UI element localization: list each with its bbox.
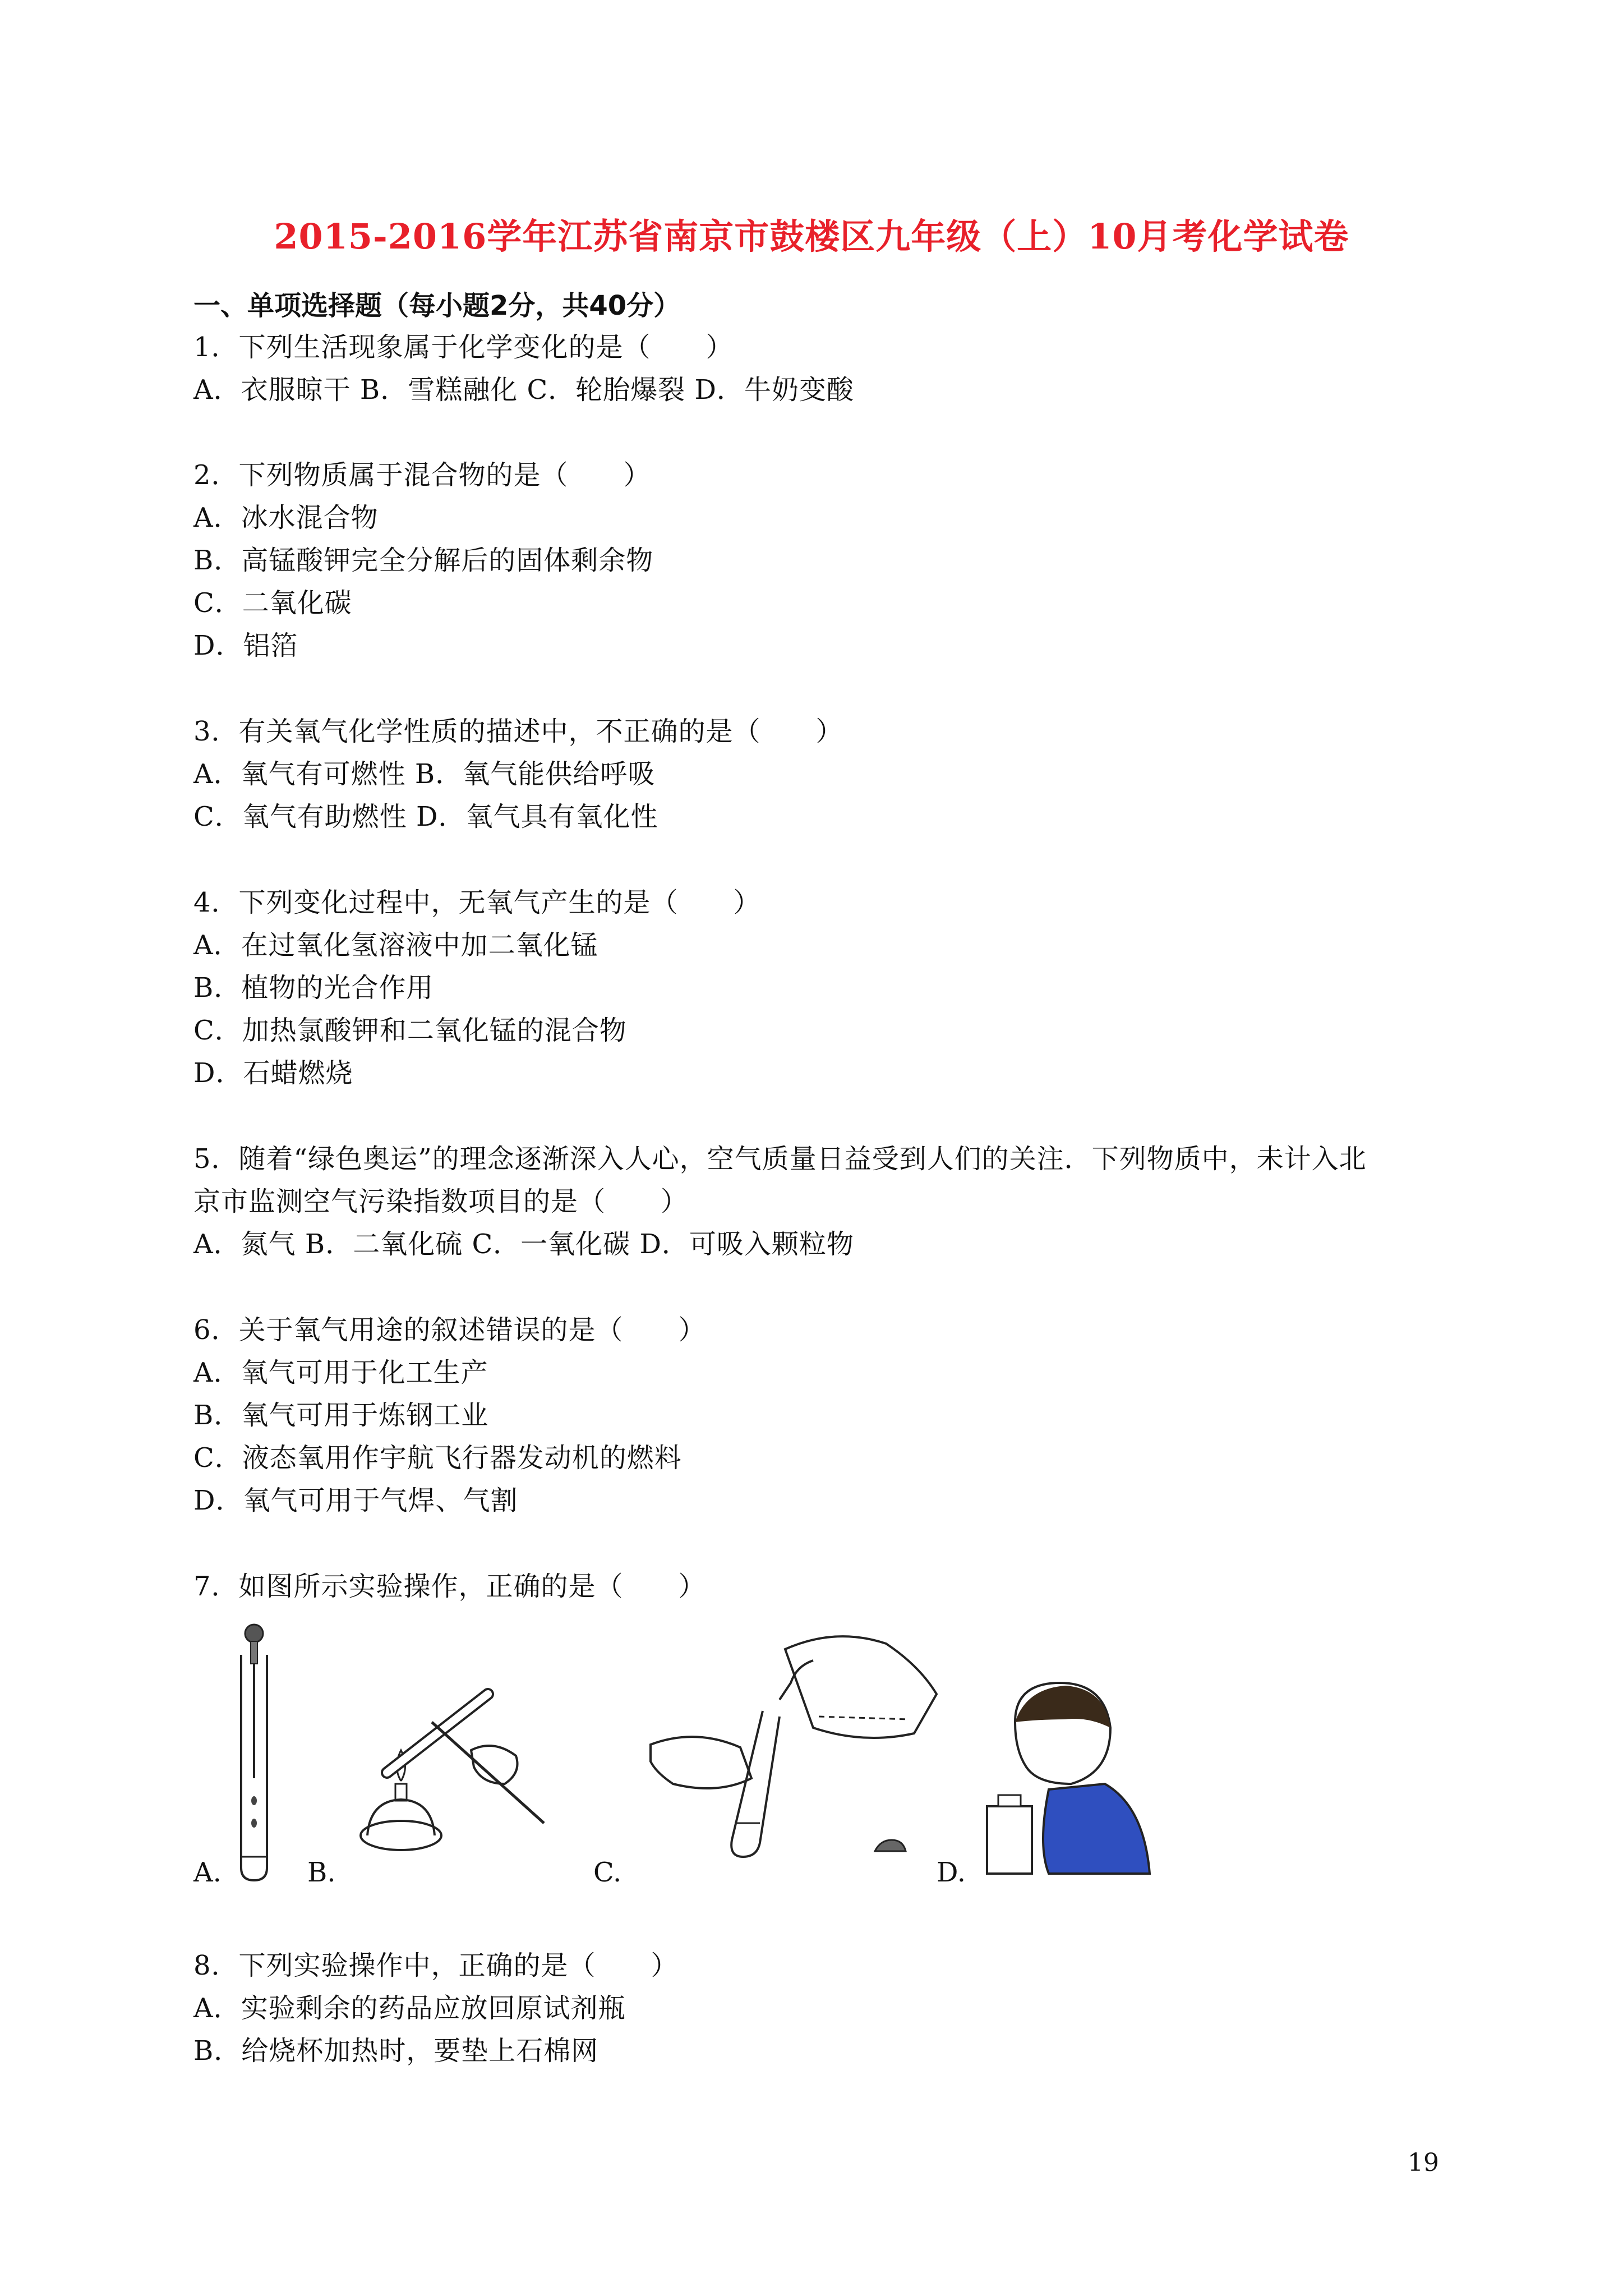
question-3: 3．有关氧气化学性质的描述中，不正确的是（ ） <box>193 716 843 747</box>
q6-option-b: B．氧气可用于炼钢工业 <box>193 1400 489 1431</box>
dropper-testtube-illustration <box>236 1621 280 1885</box>
figure-label-c: C. <box>593 1857 622 1888</box>
q1-options: A．衣服晾干 B．雪糕融化 C．轮胎爆裂 D．牛奶变酸 <box>193 374 854 406</box>
q4-option-d: D．石蜡燃烧 <box>193 1057 353 1089</box>
question-1: 1．下列生活现象属于化学变化的是（ ） <box>193 332 734 363</box>
question-5-line1: 5．随着“绿色奥运”的理念逐渐深入人心，空气质量日益受到人们的关注．下列物质中，未计入北 <box>193 1143 1367 1175</box>
q6-option-c: C．液态氧用作宇航飞行器发动机的燃料 <box>193 1442 682 1474</box>
q2-option-d: D．铝箔 <box>193 630 298 661</box>
section-heading: 一、单项选择题（每小题2分，共40分） <box>193 290 681 321</box>
q8-option-a: A．实验剩余的药品应放回原试剂瓶 <box>193 1993 626 2024</box>
question-2: 2．下列物质属于混合物的是（ ） <box>193 459 651 491</box>
q2-option-c: C．二氧化碳 <box>193 587 352 619</box>
page-number: 19 <box>1408 2148 1439 2177</box>
heating-testtube-illustration <box>348 1688 561 1857</box>
pouring-liquid-illustration <box>651 1627 965 1890</box>
q3-options-ab: A．氧气有可燃性 B．氧气能供给呼吸 <box>193 758 656 790</box>
figure-label-b: B. <box>307 1857 336 1888</box>
q6-option-d: D．氧气可用于气焊、气割 <box>193 1485 518 1516</box>
question-6: 6．关于氧气用途的叙述错误的是（ ） <box>193 1314 706 1346</box>
exam-title: 2015-2016学年江苏省南京市鼓楼区九年级（上）10月考化学试卷 <box>274 216 1349 257</box>
figure-label-a: A. <box>193 1857 222 1888</box>
q4-option-c: C．加热氯酸钾和二氧化锰的混合物 <box>193 1015 627 1046</box>
q4-option-a: A．在过氧化氢溶液中加二氧化锰 <box>193 930 598 961</box>
question-7: 7．如图所示实验操作，正确的是（ ） <box>193 1571 706 1602</box>
q3-options-cd: C．氧气有助燃性 D．氧气具有氧化性 <box>193 801 658 832</box>
question-8: 8．下列实验操作中，正确的是（ ） <box>193 1950 679 1981</box>
figure-label-d: D. <box>937 1857 966 1888</box>
question-4: 4．下列变化过程中，无氧气产生的是（ ） <box>193 887 761 918</box>
smelling-gas-illustration <box>976 1677 1150 1879</box>
q4-option-b: B．植物的光合作用 <box>193 972 434 1004</box>
q8-option-b: B．给烧杯加热时，要垫上石棉网 <box>193 2035 599 2067</box>
q2-option-a: A．冰水混合物 <box>193 502 379 533</box>
q6-option-a: A．氧气可用于化工生产 <box>193 1357 488 1388</box>
q5-options: A．氮气 B．二氧化硫 C．一氧化碳 D．可吸入颗粒物 <box>193 1228 854 1260</box>
question-5-line2: 京市监测空气污染指数项目的是（ ） <box>193 1186 689 1217</box>
q2-option-b: B．高锰酸钾完全分解后的固体剩余物 <box>193 545 654 576</box>
